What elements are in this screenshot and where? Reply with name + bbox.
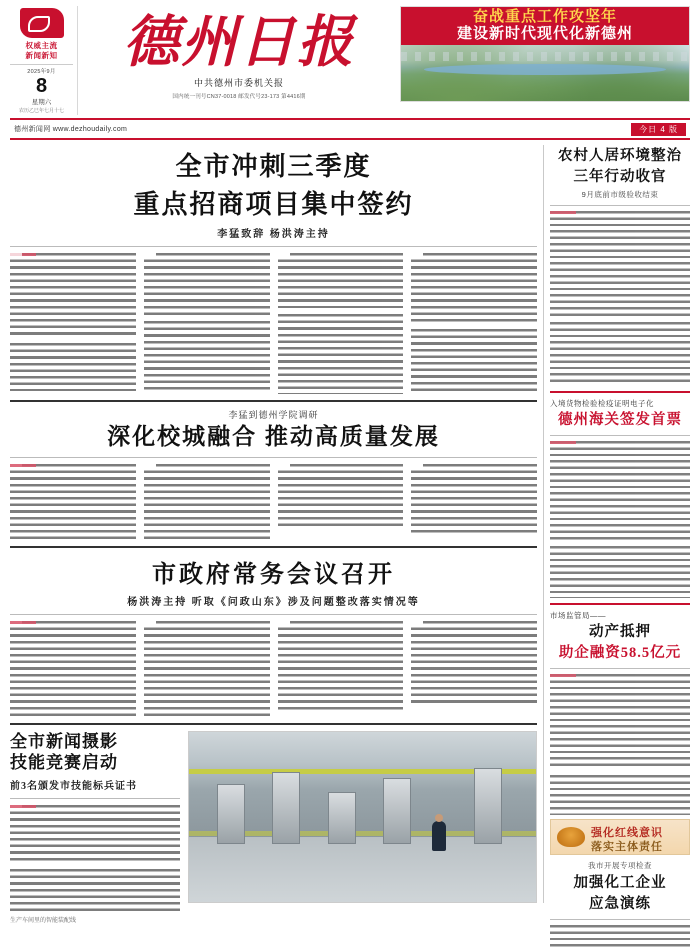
safety-promo-banner (550, 819, 690, 855)
third-subhead: 杨洪涛主持 听取《问政山东》涉及问题整改落实情况等 (127, 597, 420, 608)
body-text (10, 805, 180, 863)
body-text (278, 314, 404, 394)
photo-machine (474, 768, 502, 844)
right-story-1-subtitle: 9月底前市级验收结束 (581, 190, 659, 199)
body-text (10, 621, 136, 717)
second-kicker: 李猛到德州学院调研 (228, 410, 319, 420)
masthead-issue-line: 国内统一刊号CN37-0018 邮发代号23-173 第4416期 (172, 94, 306, 100)
feature-subhead: 前3名颁发市技能标兵证书 (10, 781, 137, 792)
body-text (278, 253, 404, 308)
date-year-month: 2025年9月 (27, 69, 56, 75)
body-column (411, 253, 537, 394)
body-text (10, 253, 136, 337)
right-story-1-headline-line1: 农村人居环境整治 (558, 148, 682, 164)
body-text (10, 343, 136, 391)
masthead-title-column (78, 6, 400, 100)
body-text (550, 322, 690, 386)
divider (550, 391, 690, 393)
campaign-banner-line1: 奋战重点工作攻坚年 (472, 9, 617, 25)
body-column (144, 253, 270, 394)
page-content (10, 145, 690, 924)
divider (550, 668, 690, 669)
body-column (278, 621, 404, 717)
promo-line1: 强化红线意识 (591, 827, 663, 839)
photo-machine (383, 778, 411, 844)
body-column (10, 464, 136, 540)
right-story-3-tag: 市场监管局—— (550, 611, 606, 620)
masthead-sponsor: 中共德州市委机关报 (193, 78, 284, 88)
right-story-2-headline: 德州海关签发首票 (558, 412, 682, 428)
body-text (10, 869, 180, 913)
feature-headline-line2: 技能竞赛启动 (10, 753, 118, 772)
body-column (144, 621, 270, 717)
body-text (550, 211, 690, 317)
photo-machine (217, 784, 245, 844)
masthead-logo-column (10, 6, 78, 115)
body-text (144, 464, 270, 540)
campaign-banner-line2: 建设新时代现代化新德州 (456, 26, 633, 42)
body-column (411, 621, 537, 717)
date-day: 8 (35, 75, 48, 97)
feature-photo (188, 731, 537, 903)
page-title: 德州日报 (123, 12, 355, 74)
right-story-3-headline-line1: 动产抵押 (589, 624, 651, 640)
main-column (10, 145, 544, 924)
body-text (550, 775, 690, 815)
photo-floor (189, 837, 536, 902)
promo-line2: 落实主体责任 (591, 841, 663, 853)
body-text (144, 621, 270, 717)
body-column (10, 253, 136, 394)
body-text (550, 925, 690, 949)
divider (10, 723, 537, 725)
body-text (550, 441, 690, 541)
divider (550, 919, 690, 920)
divider (10, 546, 537, 548)
body-text (278, 621, 404, 711)
date-weekday: 星期六 (31, 99, 52, 106)
body-text (144, 321, 270, 393)
body-text (550, 546, 690, 598)
newspaper-logo-icon (20, 8, 64, 38)
photo-machine (328, 792, 356, 844)
divider (550, 205, 690, 206)
right-story-1-headline-line2: 三年行动收官 (573, 169, 667, 185)
masthead (10, 6, 690, 114)
body-column (278, 464, 404, 540)
photo-machine (272, 772, 300, 844)
body-column (278, 253, 404, 394)
body-column (144, 464, 270, 540)
campaign-banner-photo (401, 45, 689, 101)
masthead-banner-column (400, 6, 690, 102)
promo-sub-line1: 我市开展专项检查 (588, 861, 652, 870)
divider (10, 246, 537, 247)
body-text (278, 464, 404, 526)
promo-sub-line3: 应急演练 (589, 896, 651, 912)
second-headline: 深化校城融合 推动高质量发展 (107, 424, 440, 449)
right-story-2 (550, 398, 690, 598)
right-story-2-tag: 入境货物检验检疫证明电子化 (550, 399, 654, 408)
second-story (10, 408, 537, 540)
third-body-columns (10, 621, 537, 717)
divider (10, 457, 537, 458)
lead-body-columns (10, 253, 537, 394)
body-text (411, 253, 537, 323)
lead-headline-line2: 重点招商项目集中签约 (133, 190, 414, 219)
right-story-3-headline-line2: 助企融资58.5亿元 (558, 645, 682, 661)
body-text (411, 329, 537, 393)
feature-story (10, 731, 537, 913)
divider (550, 603, 690, 605)
lead-subhead: 李猛致辞 杨洪涛主持 (217, 229, 330, 240)
lead-headline-line1: 全市冲刺三季度 (175, 152, 372, 181)
helmet-icon (557, 827, 585, 847)
body-text (411, 621, 537, 705)
date-lunar: 农历乙巳年七月十七 (18, 108, 64, 114)
logo-slogan-line2: 新闻新知 (25, 51, 58, 60)
third-story (10, 554, 537, 717)
promo-sub-line2: 加强化工企业 (573, 875, 667, 891)
second-body-columns (10, 464, 537, 540)
body-text (144, 253, 270, 315)
right-story-3 (550, 610, 690, 815)
right-story-1 (550, 147, 690, 386)
photo-caption: 生产车间里的智能装配线 (10, 918, 77, 924)
right-column (544, 145, 690, 912)
page-count-badge: 今日 4 版 (631, 123, 686, 136)
feature-headline-line1: 全市新闻摄影 (10, 732, 118, 751)
divider (10, 400, 537, 402)
logo-slogan-line1: 权威主流 (25, 41, 58, 50)
body-text (411, 464, 537, 534)
website-bar (10, 118, 690, 140)
divider (10, 798, 180, 799)
divider (550, 435, 690, 436)
body-text (550, 674, 690, 770)
website-url[interactable]: 德州新闻网 www.dezhoudaily.com (14, 126, 128, 133)
campaign-banner-text (401, 7, 689, 45)
lead-story (10, 151, 537, 394)
date-block (10, 64, 73, 115)
body-column (411, 464, 537, 540)
campaign-banner (400, 6, 690, 102)
body-text (10, 464, 136, 540)
body-column (10, 621, 136, 717)
third-headline: 市政府常务会议召开 (152, 562, 395, 588)
photo-worker (432, 821, 446, 851)
divider (10, 614, 537, 615)
feature-text-block (10, 731, 180, 913)
